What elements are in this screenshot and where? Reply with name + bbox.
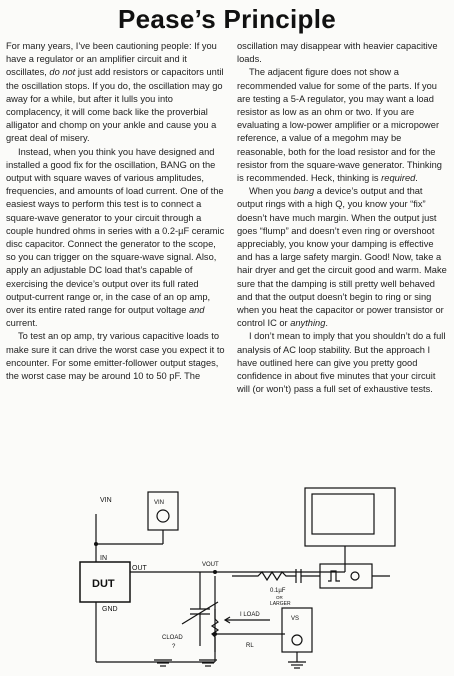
text-run: The adjacent figure does not show a recommended value for some of the parts. If you are testing a 5-A regulator, you may want a load resistor as low as an ohm or two. If you are evaluating a low-power amplifier or a micropower reference, a value of a megohm may be reasonable, both for the load resistor and for the resistor from the square-wave generator. Thinking is recommended. Heck, thinking is: [237, 67, 442, 184]
vs-label: VS: [291, 616, 300, 622]
italic-text: do not: [49, 67, 76, 78]
paragraph: oscillation may disappear with heavier capacitive loads.: [237, 41, 438, 65]
square-wave-generator: [320, 564, 372, 588]
text-run: current.: [6, 318, 38, 329]
text-run: .: [415, 173, 418, 184]
paragraph: [6, 40, 228, 146]
text-run: Instead, when you think you have designed and installed a good fix for the oscillation, BANG on the output with square waves of various amplitudes, frequencies, and amounts of load current. One of the easiest ways to perform this test is to connect a square-wave generator to your circuit through a couple hundred ohms in series with a 0.2-µF ceramic disc capacitor. Connect the generator to the scope, so you can trigger on the square-wave signal. Also, apply an adjustable DC load that’s capable of exercising the device’s output over its full rated output-current range or, in the case of an op amp, over its entire rated range for output voltage: [6, 146, 225, 316]
article-title: Pease’s Principle: [117, 4, 337, 34]
in-pin-label: IN: [100, 555, 107, 562]
text-run: .: [325, 318, 328, 329]
generator-knob-icon: [351, 572, 359, 580]
scope-screen: [312, 494, 374, 534]
gnd-pin-label: GND: [102, 606, 118, 613]
supply-dial-icon: [292, 635, 302, 645]
paragraph: [237, 185, 448, 330]
text-run: a device’s output and that output rings with a high Q, you know your “fix” doesn’t have much margin. When the output just goes “flump” and doesn’t even ring or overshoot appreciably, you know your damping is effective and has a large safety margin. Good! Now, take a hair dryer and get the circuit good and warm. Make sure that the damping is still pretty well behaved and that the output doesn’t begin to ring or sing when you heat the capacitor or power transistor or control IC or: [237, 186, 447, 329]
paragraph: [237, 66, 448, 185]
cload-question-label: ?: [172, 644, 176, 650]
iload-label: I LOAD: [240, 612, 260, 618]
out-pin-label: OUT: [132, 565, 147, 572]
series-resistor: [232, 572, 296, 580]
vout-label: VOUT: [202, 562, 219, 568]
paragraph: [6, 146, 228, 331]
right-column: [237, 40, 448, 396]
rl-label: RL: [246, 643, 254, 649]
vin-meter-label: VIN: [154, 500, 165, 506]
oscilloscope: [305, 488, 395, 546]
test-circuit-schematic: [0, 484, 454, 676]
paragraph: I don’t mean to imply that you shouldn’t do a full analysis of AC loop stability. But the approach I have outlined here can give you pretty good confidence in about five minutes that your circuit will (or won’t) pass a full set of exhaustive tests.: [237, 331, 446, 395]
cload-label: CLOAD: [162, 635, 183, 641]
text-run: just add resistors or capacitors until the oscillation stops. If you do, the oscillation may go away for a while, but after it lulls you into complacency, it will come back like the proverbial alligator and chomp on your ankle and cause you a great deal of misery.: [6, 67, 224, 144]
vin-label: VIN: [100, 497, 112, 504]
meter-dial-icon: [157, 510, 169, 522]
text-run: When you: [249, 186, 294, 197]
dut-label: DUT: [92, 578, 115, 590]
italic-text: required: [381, 173, 416, 184]
cap-larger-label: LARGER: [270, 601, 291, 607]
italic-text: bang: [293, 186, 315, 197]
cap-value-label: 0.1µF: [270, 588, 286, 594]
italic-text: anything: [290, 318, 326, 329]
italic-text: and: [188, 305, 205, 316]
left-column: [6, 40, 228, 383]
paragraph: To test an op amp, try various capacitive loads to make sure it can drive the worst case you expect it to encounter. For some emitter-follower output stages, the worst case may be around 10 to 50 pF. The: [6, 331, 225, 382]
vin-meter: [148, 492, 178, 530]
text-run: For many years, I’ve been cautioning people: If you have a regulator or an amplifier circuit and it oscillates,: [6, 41, 217, 78]
cap-or-label: OR: [276, 595, 283, 600]
